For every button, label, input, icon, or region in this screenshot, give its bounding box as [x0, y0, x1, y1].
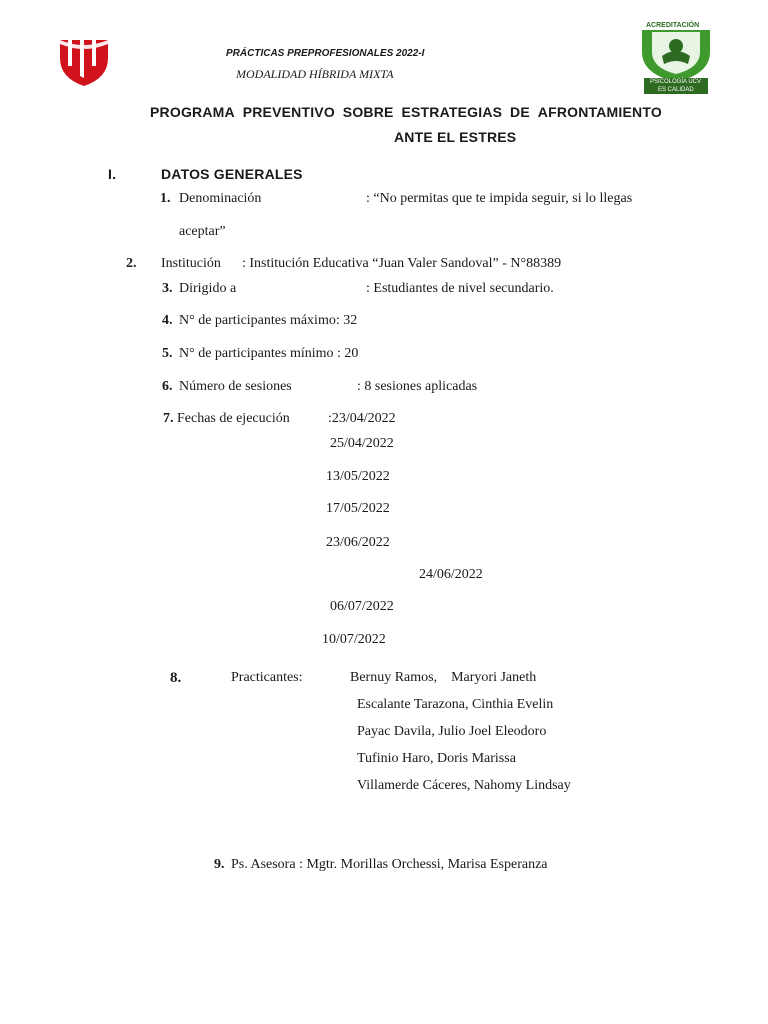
title-line1	[150, 104, 662, 120]
practicante-name: Payac Davila, Julio Joel Eleodoro	[357, 724, 547, 739]
item-participantes-maximo: N° de participantes máximo: 32	[179, 313, 358, 328]
accreditation-top-text: ACREDITACIÓN	[646, 22, 700, 29]
item-value-denominacion: : “No permitas que te impida seguir, si lo llegas	[366, 191, 633, 206]
date-entry: 06/07/2022	[330, 599, 394, 614]
item-number: 8.	[170, 670, 182, 686]
item-value-denominacion-cont: aceptar”	[179, 224, 226, 239]
accreditation-logo	[638, 22, 714, 96]
date-entry: 23/06/2022	[326, 535, 390, 550]
item-number: 6.	[162, 379, 173, 394]
item-number: 4.	[162, 313, 173, 328]
item-number: 1.	[160, 191, 171, 206]
item-label-sesiones: Número de sesiones	[179, 379, 292, 394]
ucv-logo	[58, 36, 110, 88]
item-asesora: Ps. Asesora : Mgtr. Morillas Orchessi, Marisa Esperanza	[231, 857, 548, 872]
practicante-name: Bernuy Ramos, Maryori Janeth	[350, 670, 537, 685]
title-word: ESTRATEGIAS	[401, 104, 503, 120]
item-label-practicantes: Practicantes:	[231, 670, 303, 685]
date-entry: 24/06/2022	[419, 567, 483, 582]
item-label-institucion: Institución	[161, 256, 221, 271]
item-label-fechas: Fechas de ejecución	[177, 411, 290, 426]
item-value-sesiones: : 8 sesiones aplicadas	[357, 379, 478, 394]
item-number: 9.	[214, 857, 225, 872]
title-line2: ANTE EL ESTRES	[394, 129, 517, 145]
item-label-dirigido: Dirigido a	[179, 281, 237, 296]
header-practicas: PRÁCTICAS PREPROFESIONALES 2022-I	[226, 48, 425, 59]
practicante-name: Villamerde Cáceres, Nahomy Lindsay	[357, 778, 571, 793]
practicante-name: Escalante Tarazona, Cinthia Evelin	[357, 697, 554, 712]
date-entry: 10/07/2022	[322, 632, 386, 647]
title-word: PREVENTIVO	[242, 104, 335, 120]
accreditation-band-line2: ES CALIDAD	[658, 87, 694, 93]
title-word: AFRONTAMIENTO	[537, 104, 662, 120]
item-number: 7.	[163, 411, 174, 426]
section-heading: DATOS GENERALES	[161, 166, 303, 182]
item-number: 3.	[162, 281, 173, 296]
header-modalidad: MODALIDAD HÍBRIDA MIXTA	[236, 67, 394, 81]
section-numeral: I.	[108, 166, 117, 182]
title-word: DE	[510, 104, 530, 120]
practicante-name: Tufinio Haro, Doris Marissa	[357, 751, 516, 766]
item-label-denominacion: Denominación	[179, 191, 262, 206]
title-word: PROGRAMA	[150, 104, 235, 120]
item-value-institucion: : Institución Educativa “Juan Valer Sandoval” - N°88389	[242, 256, 562, 271]
date-entry: 13/05/2022	[326, 469, 390, 484]
item-number: 5.	[162, 346, 173, 361]
title-word: SOBRE	[342, 104, 394, 120]
date-entry: 25/04/2022	[330, 436, 394, 451]
accreditation-band-line1: PSICOLOGÍA UCV	[650, 79, 702, 85]
item-value-dirigido: : Estudiantes de nivel secundario.	[366, 281, 554, 296]
item-participantes-minimo: N° de participantes mínimo : 20	[179, 346, 359, 361]
item-number: 2.	[126, 256, 137, 271]
date-entry: :23/04/2022	[328, 411, 396, 426]
date-entry: 17/05/2022	[326, 501, 390, 516]
